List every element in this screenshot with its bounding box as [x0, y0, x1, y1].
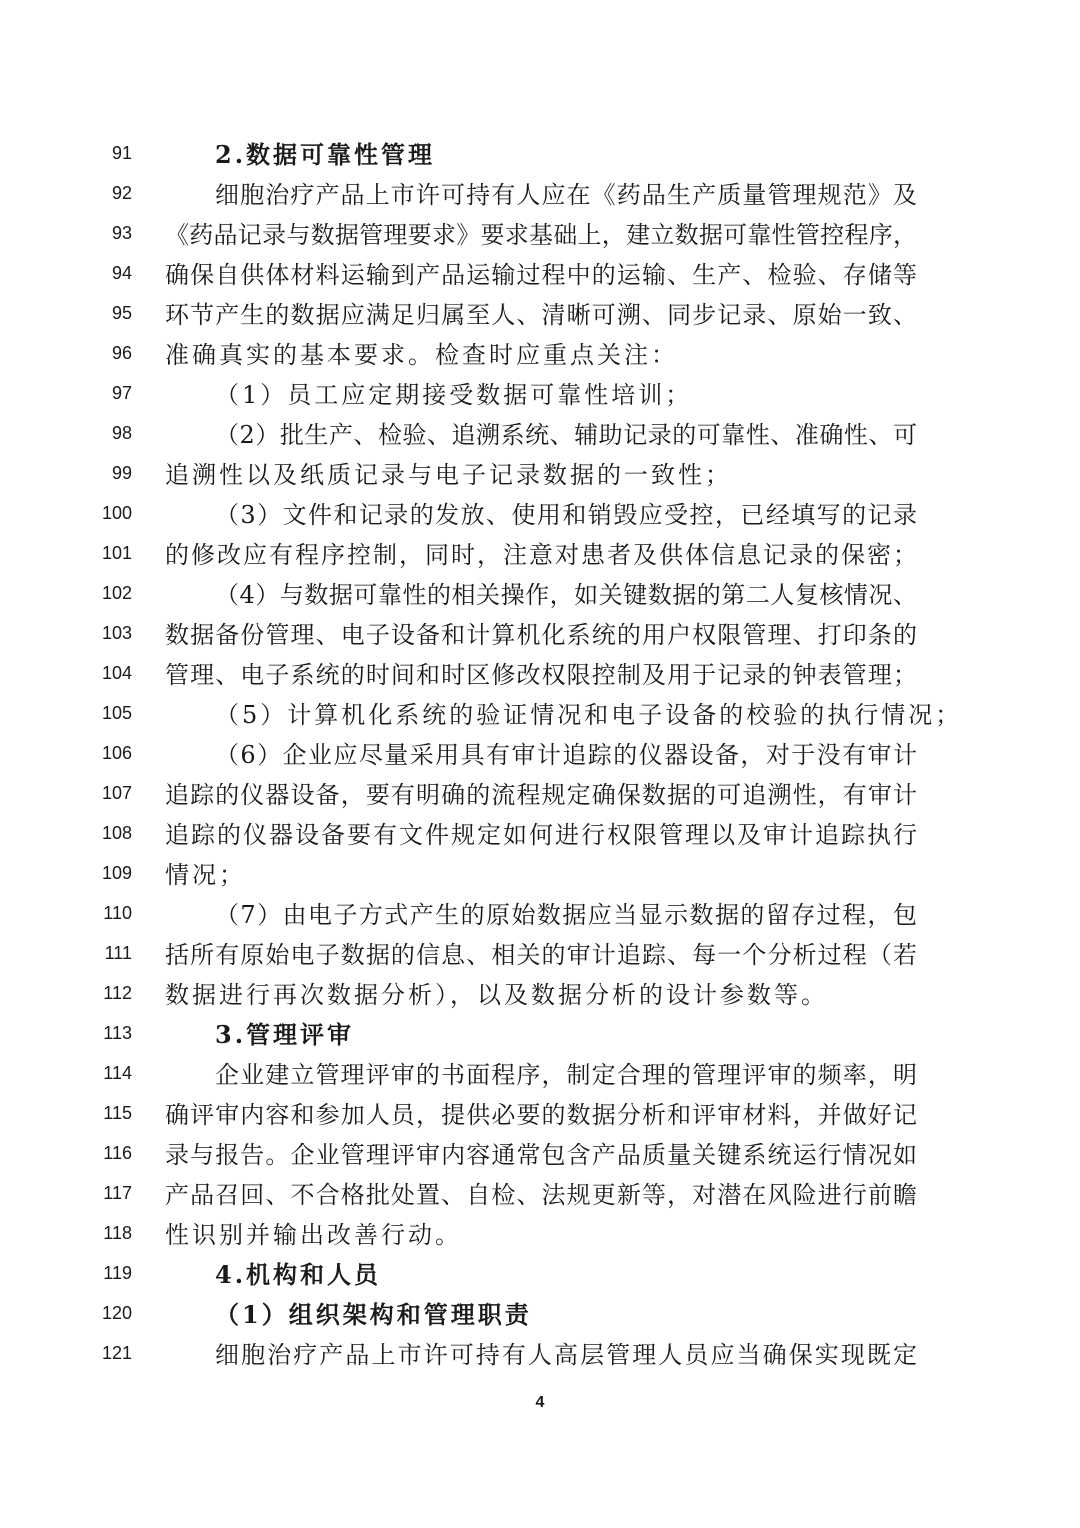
line-number: 99	[111, 463, 132, 483]
line-97	[0, 375, 1080, 415]
line-number: 119	[103, 1263, 132, 1283]
line-number: 109	[101, 863, 132, 883]
line-118	[0, 1215, 1080, 1255]
line-number: 111	[104, 943, 132, 963]
section-heading: 3.管理评审	[215, 1020, 355, 1049]
line-number: 117	[103, 1183, 132, 1203]
line-111	[0, 935, 1080, 975]
list-item-line: 追踪的仪器设备要有文件规定如何进行权限管理以及审计追踪执行	[165, 821, 917, 849]
line-104	[0, 655, 1080, 695]
line-number: 98	[111, 423, 132, 443]
list-item-line: （1）员工应定期接受数据可靠性培训；	[215, 381, 693, 409]
list-item-line: 的修改应有程序控制，同时，注意对患者及供体信息记录的保密；	[165, 541, 917, 569]
line-119	[0, 1255, 1080, 1295]
line-116	[0, 1135, 1080, 1175]
line-number: 95	[111, 303, 132, 323]
line-number: 97	[111, 383, 132, 403]
list-item-line: （4）与数据可靠性的相关操作，如关键数据的第二人复核情况、	[215, 581, 917, 609]
line-95	[0, 295, 1080, 335]
paragraph-line: 细胞治疗产品上市许可持有人高层管理人员应当确保实现既定	[215, 1341, 917, 1369]
line-number: 94	[111, 263, 132, 283]
list-item-line: 括所有原始电子数据的信息、相关的审计追踪、每一个分析过程（若	[165, 941, 917, 969]
line-107	[0, 775, 1080, 815]
line-number: 116	[103, 1143, 132, 1163]
line-121	[0, 1335, 1080, 1375]
paragraph-line: 性识别并输出改善行动。	[165, 1221, 462, 1249]
line-number: 100	[101, 503, 132, 523]
line-99	[0, 455, 1080, 495]
paragraph-line: 准确真实的基本要求。检查时应重点关注：	[165, 341, 678, 369]
line-number: 107	[101, 783, 132, 803]
line-number: 118	[103, 1223, 132, 1243]
list-item-line: 追踪的仪器设备，要有明确的流程规定确保数据的可追溯性，有审计	[165, 781, 917, 809]
line-91	[0, 135, 1080, 175]
paragraph-line: 确评审内容和参加人员，提供必要的数据分析和评审材料，并做好记	[165, 1101, 917, 1129]
line-number: 106	[101, 743, 132, 763]
list-item-line: 数据备份管理、电子设备和计算机化系统的用户权限管理、打印条的	[165, 621, 917, 649]
line-92	[0, 175, 1080, 215]
line-101	[0, 535, 1080, 575]
line-number: 108	[101, 823, 132, 843]
line-110	[0, 895, 1080, 935]
paragraph-line: 《药品记录与数据管理要求》要求基础上，建立数据可靠性管控程序，	[165, 221, 917, 249]
section-heading: 2.数据可靠性管理	[215, 140, 436, 169]
line-number: 121	[101, 1343, 132, 1363]
line-105	[0, 695, 1080, 735]
paragraph-line: 环节产生的数据应满足归属至人、清晰可溯、同步记录、原始一致、	[165, 301, 917, 329]
list-item-line: 情况；	[165, 861, 246, 889]
list-item-line: 数据进行再次数据分析），以及数据分析的设计参数等。	[165, 981, 828, 1009]
line-number: 115	[103, 1103, 132, 1123]
line-113	[0, 1015, 1080, 1055]
list-item-line: 追溯性以及纸质记录与电子记录数据的一致性；	[165, 461, 732, 489]
line-120	[0, 1295, 1080, 1335]
line-115	[0, 1095, 1080, 1135]
line-112	[0, 975, 1080, 1015]
paragraph-line: 确保自供体材料运输到产品运输过程中的运输、生产、检验、存储等	[165, 261, 917, 289]
line-number: 101	[101, 543, 132, 563]
paragraph-line: 细胞治疗产品上市许可持有人应在《药品生产质量管理规范》及	[215, 181, 917, 209]
list-item-line: （3）文件和记录的发放、使用和销毁应受控，已经填写的记录	[215, 501, 917, 529]
line-number: 103	[101, 623, 132, 643]
list-item-line: （2）批生产、检验、追溯系统、辅助记录的可靠性、准确性、可	[215, 421, 917, 449]
line-number: 114	[103, 1063, 132, 1083]
paragraph-line: 产品召回、不合格批处置、自检、法规更新等，对潜在风险进行前瞻	[165, 1181, 917, 1209]
list-item-line: （6）企业应尽量采用具有审计追踪的仪器设备，对于没有审计	[215, 741, 917, 769]
line-94	[0, 255, 1080, 295]
list-item-line: （7）由电子方式产生的原始数据应当显示数据的留存过程，包	[215, 901, 917, 929]
line-103	[0, 615, 1080, 655]
list-item-line: （5）计算机化系统的验证情况和电子设备的校验的执行情况；	[215, 701, 963, 729]
list-item-line: 管理、电子系统的时间和时区修改权限控制及用于记录的钟表管理；	[165, 661, 917, 689]
paragraph-line: 录与报告。企业管理评审内容通常包含产品质量关键系统运行情况如	[165, 1141, 917, 1169]
line-number: 92	[111, 183, 132, 203]
line-number: 96	[111, 343, 132, 363]
line-114	[0, 1055, 1080, 1095]
line-number: 102	[101, 583, 132, 603]
line-number: 120	[101, 1303, 132, 1323]
line-number: 113	[103, 1023, 132, 1043]
line-106	[0, 735, 1080, 775]
line-117	[0, 1175, 1080, 1215]
paragraph-line: 企业建立管理评审的书面程序，制定合理的管理评审的频率，明	[215, 1061, 917, 1089]
line-93	[0, 215, 1080, 255]
line-number: 110	[103, 903, 132, 923]
line-96	[0, 335, 1080, 375]
line-number: 93	[111, 223, 132, 243]
section-heading: 4.机构和人员	[215, 1260, 382, 1289]
line-number: 91	[111, 143, 132, 163]
line-108	[0, 815, 1080, 855]
line-98	[0, 415, 1080, 455]
page-number: 4	[535, 1394, 545, 1411]
line-number: 104	[101, 663, 132, 683]
line-number: 112	[103, 983, 132, 1003]
line-102	[0, 575, 1080, 615]
line-109	[0, 855, 1080, 895]
line-100	[0, 495, 1080, 535]
subsection-heading: （1）组织架构和管理职责	[215, 1300, 532, 1329]
line-number: 105	[101, 703, 132, 723]
